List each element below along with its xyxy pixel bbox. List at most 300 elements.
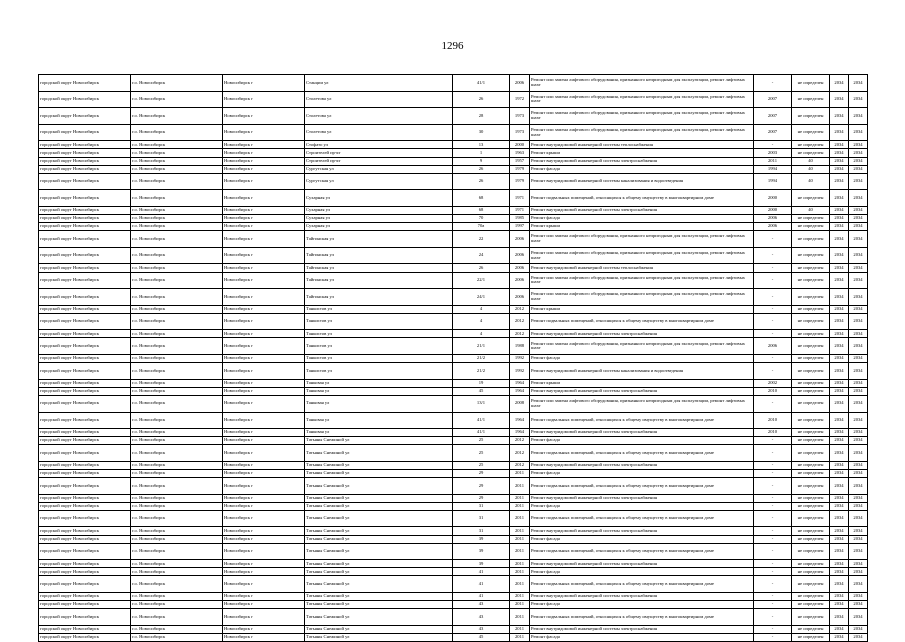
municipality-cell: г.о. Новосибирск <box>131 231 223 248</box>
build-year-cell: 2011 <box>510 494 530 502</box>
municipality-cell: г.о. Новосибирск <box>131 576 223 593</box>
last-repair-year-cell: 2000 <box>754 190 792 207</box>
work-type-cell: Ремонт внутридомовой инженерной системы теплоснабжения <box>530 141 754 149</box>
page-number: 1296 <box>441 40 464 52</box>
end-year-cell: 2034 <box>849 510 868 527</box>
planned-period-cell: 40 <box>792 157 830 165</box>
last-repair-year-cell: 2007 <box>754 124 792 141</box>
municipality-cell: г.о. Новосибирск <box>131 313 223 330</box>
house-number-cell: 41 <box>453 568 510 576</box>
start-year-cell: 2034 <box>830 543 849 560</box>
start-year-cell: 2034 <box>830 206 849 214</box>
settlement-cell: Новосибирск г <box>223 429 305 437</box>
start-year-cell: 2034 <box>830 510 849 527</box>
municipality-cell: г.о. Новосибирск <box>131 305 223 313</box>
planned-period-cell: не определен <box>792 535 830 543</box>
house-number-cell: 26 <box>453 173 510 190</box>
end-year-cell: 2034 <box>849 363 868 380</box>
house-number-cell: 41/1 <box>453 412 510 429</box>
municipal-district-cell: городской округ Новосибирск <box>39 247 131 264</box>
work-type-cell: Ремонт подвальных помещений, относящихся к общему имуществу в многоквартирном доме <box>530 510 754 527</box>
planned-period-cell: не определен <box>792 609 830 626</box>
build-year-cell: 2012 <box>510 461 530 469</box>
settlement-cell: Новосибирск г <box>223 247 305 264</box>
build-year-cell: 2012 <box>510 437 530 445</box>
end-year-cell: 2034 <box>849 149 868 157</box>
end-year-cell: 2034 <box>849 124 868 141</box>
build-year-cell: 1964 <box>510 387 530 395</box>
municipality-cell: г.о. Новосибирск <box>131 124 223 141</box>
end-year-cell: 2034 <box>849 223 868 231</box>
start-year-cell: 2034 <box>830 387 849 395</box>
planned-period-cell: не определен <box>792 461 830 469</box>
end-year-cell: 2034 <box>849 157 868 165</box>
house-number-cell: 68 <box>453 190 510 207</box>
last-repair-year-cell: - <box>754 264 792 272</box>
municipal-district-cell: городской округ Новосибирск <box>39 510 131 527</box>
build-year-cell: 1979 <box>510 173 530 190</box>
build-year-cell: 1972 <box>510 91 530 108</box>
house-number-cell: 39 <box>453 543 510 560</box>
municipal-district-cell: городской округ Новосибирск <box>39 494 131 502</box>
house-number-cell: 45 <box>453 387 510 395</box>
build-year-cell: 2011 <box>510 576 530 593</box>
house-number-cell: 31 <box>453 502 510 510</box>
start-year-cell: 2034 <box>830 272 849 289</box>
planned-period-cell: не определен <box>792 124 830 141</box>
work-type-cell: Ремонт фасада <box>530 215 754 223</box>
planned-period-cell: не определен <box>792 149 830 157</box>
street-cell: Станции ул <box>305 75 453 92</box>
table-row <box>39 363 868 380</box>
settlement-cell: Новосибирск г <box>223 527 305 535</box>
street-cell: Танкистов ул <box>305 313 453 330</box>
house-number-cell: 29 <box>453 478 510 495</box>
planned-period-cell: не определен <box>792 387 830 395</box>
municipal-district-cell: городской округ Новосибирск <box>39 165 131 173</box>
table-row <box>39 173 868 190</box>
settlement-cell: Новосибирск г <box>223 535 305 543</box>
table-row <box>39 108 868 125</box>
build-year-cell: 2006 <box>510 289 530 306</box>
start-year-cell: 2034 <box>830 173 849 190</box>
last-repair-year-cell: - <box>754 576 792 593</box>
street-cell: Танкистов ул <box>305 355 453 363</box>
settlement-cell: Новосибирск г <box>223 215 305 223</box>
house-number-cell: 4 <box>453 330 510 338</box>
house-number-cell: 26 <box>453 264 510 272</box>
house-number-cell: 22 <box>453 231 510 248</box>
municipal-district-cell: городской округ Новосибирск <box>39 461 131 469</box>
municipality-cell: г.о. Новосибирск <box>131 355 223 363</box>
table-row <box>39 437 868 445</box>
start-year-cell: 2034 <box>830 231 849 248</box>
municipality-cell: г.о. Новосибирск <box>131 593 223 601</box>
last-repair-year-cell: - <box>754 355 792 363</box>
end-year-cell: 2034 <box>849 478 868 495</box>
work-type-cell: Ремонт внутридомовой инженерной системы электроснабжения <box>530 593 754 601</box>
street-cell: Татьяны Снежиной ул <box>305 445 453 462</box>
work-type-cell: Ремонт или замена лифтового оборудования, признанного непригодным для эксплуатации, ремонт лифтовых шахт <box>530 395 754 412</box>
start-year-cell: 2034 <box>830 108 849 125</box>
start-year-cell: 2034 <box>830 330 849 338</box>
end-year-cell: 2034 <box>849 461 868 469</box>
municipal-district-cell: городской округ Новосибирск <box>39 543 131 560</box>
end-year-cell: 2034 <box>849 330 868 338</box>
start-year-cell: 2034 <box>830 535 849 543</box>
table-row <box>39 272 868 289</box>
settlement-cell: Новосибирск г <box>223 633 305 641</box>
house-number-cell: 24 <box>453 247 510 264</box>
municipal-district-cell: городской округ Новосибирск <box>39 173 131 190</box>
end-year-cell: 2034 <box>849 601 868 609</box>
planned-period-cell: не определен <box>792 223 830 231</box>
municipal-district-cell: городской округ Новосибирск <box>39 124 131 141</box>
build-year-cell: 2006 <box>510 231 530 248</box>
work-type-cell: Ремонт внутридомовой инженерной системы электроснабжения <box>530 429 754 437</box>
street-cell: Стофато ул <box>305 141 453 149</box>
street-cell: Тайгинская ул <box>305 247 453 264</box>
planned-period-cell: не определен <box>792 313 830 330</box>
last-repair-year-cell: - <box>754 461 792 469</box>
table-row <box>39 206 868 214</box>
table-row <box>39 330 868 338</box>
last-repair-year-cell: - <box>754 75 792 92</box>
municipality-cell: г.о. Новосибирск <box>131 437 223 445</box>
municipal-district-cell: городской округ Новосибирск <box>39 305 131 313</box>
build-year-cell: 1964 <box>510 429 530 437</box>
end-year-cell: 2034 <box>849 75 868 92</box>
start-year-cell: 2034 <box>830 264 849 272</box>
end-year-cell: 2034 <box>849 247 868 264</box>
start-year-cell: 2034 <box>830 633 849 641</box>
street-cell: Сухарная ул <box>305 223 453 231</box>
build-year-cell: 1964 <box>510 412 530 429</box>
end-year-cell: 2034 <box>849 437 868 445</box>
table-row <box>39 157 868 165</box>
last-repair-year-cell: - <box>754 289 792 306</box>
municipality-cell: г.о. Новосибирск <box>131 141 223 149</box>
build-year-cell: 2011 <box>510 527 530 535</box>
municipality-cell: г.о. Новосибирск <box>131 494 223 502</box>
street-cell: Татьяны Снежиной ул <box>305 601 453 609</box>
municipal-district-cell: городской округ Новосибирск <box>39 91 131 108</box>
municipality-cell: г.о. Новосибирск <box>131 633 223 641</box>
last-repair-year-cell: - <box>754 494 792 502</box>
house-number-cell: 30 <box>453 124 510 141</box>
settlement-cell: Новосибирск г <box>223 568 305 576</box>
table-row <box>39 379 868 387</box>
start-year-cell: 2034 <box>830 305 849 313</box>
planned-period-cell: не определен <box>792 568 830 576</box>
work-type-cell: Ремонт внутридомовой инженерной системы электроснабжения <box>530 527 754 535</box>
start-year-cell: 2034 <box>830 527 849 535</box>
municipality-cell: г.о. Новосибирск <box>131 247 223 264</box>
start-year-cell: 2034 <box>830 289 849 306</box>
settlement-cell: Новосибирск г <box>223 173 305 190</box>
build-year-cell: 1985 <box>510 215 530 223</box>
build-year-cell: 1992 <box>510 355 530 363</box>
municipality-cell: г.о. Новосибирск <box>131 157 223 165</box>
municipality-cell: г.о. Новосибирск <box>131 223 223 231</box>
build-year-cell: 2012 <box>510 305 530 313</box>
table-row <box>39 478 868 495</box>
build-year-cell: 2012 <box>510 313 530 330</box>
municipality-cell: г.о. Новосибирск <box>131 75 223 92</box>
settlement-cell: Новосибирск г <box>223 609 305 626</box>
house-number-cell: 1 <box>453 149 510 157</box>
work-type-cell: Ремонт фасада <box>530 633 754 641</box>
settlement-cell: Новосибирск г <box>223 108 305 125</box>
start-year-cell: 2034 <box>830 247 849 264</box>
table-row <box>39 568 868 576</box>
last-repair-year-cell: - <box>754 625 792 633</box>
municipality-cell: г.о. Новосибирск <box>131 272 223 289</box>
work-type-cell: Ремонт подвальных помещений, относящихся к общему имуществу в многоквартирном доме <box>530 543 754 560</box>
street-cell: Татьяны Снежиной ул <box>305 502 453 510</box>
last-repair-year-cell: - <box>754 330 792 338</box>
settlement-cell: Новосибирск г <box>223 601 305 609</box>
start-year-cell: 2034 <box>830 223 849 231</box>
planned-period-cell: не определен <box>792 108 830 125</box>
municipal-district-cell: городской округ Новосибирск <box>39 231 131 248</box>
street-cell: Татьяны Снежиной ул <box>305 633 453 641</box>
build-year-cell: 1997 <box>510 223 530 231</box>
build-year-cell: 1979 <box>510 165 530 173</box>
start-year-cell: 2034 <box>830 461 849 469</box>
last-repair-year-cell: - <box>754 527 792 535</box>
street-cell: Татьяны Снежиной ул <box>305 478 453 495</box>
work-type-cell: Ремонт фасада <box>530 470 754 478</box>
settlement-cell: Новосибирск г <box>223 91 305 108</box>
municipal-district-cell: городской округ Новосибирск <box>39 437 131 445</box>
municipal-district-cell: городской округ Новосибирск <box>39 289 131 306</box>
municipal-district-cell: городской округ Новосибирск <box>39 264 131 272</box>
work-type-cell: Ремонт внутридомовой инженерной системы электроснабжения <box>530 157 754 165</box>
work-type-cell: Ремонт внутридомовой инженерной системы теплоснабжения <box>530 264 754 272</box>
table-row <box>39 395 868 412</box>
settlement-cell: Новосибирск г <box>223 206 305 214</box>
municipality-cell: г.о. Новосибирск <box>131 215 223 223</box>
end-year-cell: 2034 <box>849 576 868 593</box>
municipal-district-cell: городской округ Новосибирск <box>39 470 131 478</box>
municipal-district-cell: городской округ Новосибирск <box>39 593 131 601</box>
house-number-cell: 41/1 <box>453 75 510 92</box>
municipality-cell: г.о. Новосибирск <box>131 568 223 576</box>
settlement-cell: Новосибирск г <box>223 625 305 633</box>
start-year-cell: 2034 <box>830 437 849 445</box>
last-repair-year-cell: - <box>754 601 792 609</box>
municipal-district-cell: городской округ Новосибирск <box>39 576 131 593</box>
start-year-cell: 2034 <box>830 593 849 601</box>
street-cell: Татьяны Снежиной ул <box>305 625 453 633</box>
start-year-cell: 2034 <box>830 609 849 626</box>
street-cell: Танкистов ул <box>305 305 453 313</box>
municipal-district-cell: городской округ Новосибирск <box>39 412 131 429</box>
street-cell: Сургутская ул <box>305 165 453 173</box>
municipality-cell: г.о. Новосибирск <box>131 560 223 568</box>
planned-period-cell: не определен <box>792 412 830 429</box>
work-type-cell: Ремонт фасада <box>530 568 754 576</box>
municipal-district-cell: городской округ Новосибирск <box>39 206 131 214</box>
street-cell: Татьяны Снежиной ул <box>305 535 453 543</box>
settlement-cell: Новосибирск г <box>223 141 305 149</box>
end-year-cell: 2034 <box>849 289 868 306</box>
house-number-cell: 28 <box>453 108 510 125</box>
house-number-cell: 21/1 <box>453 338 510 355</box>
table-row <box>39 289 868 306</box>
work-type-cell: Ремонт или замена лифтового оборудования, признанного непригодным для эксплуатации, ремонт лифтовых шахт <box>530 91 754 108</box>
municipality-cell: г.о. Новосибирск <box>131 165 223 173</box>
settlement-cell: Новосибирск г <box>223 363 305 380</box>
municipal-district-cell: городской округ Новосибирск <box>39 75 131 92</box>
work-type-cell: Ремонт внутридомовой инженерной системы электроснабжения <box>530 330 754 338</box>
settlement-cell: Новосибирск г <box>223 379 305 387</box>
street-cell: Строителей пр-кт <box>305 157 453 165</box>
street-cell: Сургутская ул <box>305 173 453 190</box>
work-type-cell: Ремонт крыши <box>530 223 754 231</box>
planned-period-cell: не определен <box>792 91 830 108</box>
start-year-cell: 2034 <box>830 478 849 495</box>
end-year-cell: 2034 <box>849 625 868 633</box>
settlement-cell: Новосибирск г <box>223 165 305 173</box>
municipal-district-cell: городской округ Новосибирск <box>39 330 131 338</box>
table-row <box>39 510 868 527</box>
last-repair-year-cell: - <box>754 231 792 248</box>
municipal-district-cell: городской округ Новосибирск <box>39 363 131 380</box>
start-year-cell: 2034 <box>830 379 849 387</box>
end-year-cell: 2034 <box>849 338 868 355</box>
last-repair-year-cell: - <box>754 535 792 543</box>
start-year-cell: 2034 <box>830 625 849 633</box>
last-repair-year-cell: 2007 <box>754 91 792 108</box>
municipal-district-cell: городской округ Новосибирск <box>39 395 131 412</box>
house-number-cell: 39 <box>453 535 510 543</box>
build-year-cell: 2011 <box>510 633 530 641</box>
start-year-cell: 2034 <box>830 141 849 149</box>
municipality-cell: г.о. Новосибирск <box>131 289 223 306</box>
municipality-cell: г.о. Новосибирск <box>131 478 223 495</box>
build-year-cell: 1973 <box>510 124 530 141</box>
settlement-cell: Новосибирск г <box>223 445 305 462</box>
end-year-cell: 2034 <box>849 206 868 214</box>
municipal-district-cell: городской округ Новосибирск <box>39 387 131 395</box>
table-row <box>39 593 868 601</box>
end-year-cell: 2034 <box>849 108 868 125</box>
street-cell: Татьяны Снежиной ул <box>305 609 453 626</box>
build-year-cell: 2011 <box>510 560 530 568</box>
street-cell: Столетова ул <box>305 108 453 125</box>
work-type-cell: Ремонт подвальных помещений, относящихся к общему имуществу в многоквартирном доме <box>530 412 754 429</box>
settlement-cell: Новосибирск г <box>223 305 305 313</box>
start-year-cell: 2034 <box>830 568 849 576</box>
work-type-cell: Ремонт внутридомовой инженерной системы электроснабжения <box>530 560 754 568</box>
street-cell: Тайгинская ул <box>305 231 453 248</box>
last-repair-year-cell: - <box>754 560 792 568</box>
last-repair-year-cell: - <box>754 141 792 149</box>
planned-period-cell: не определен <box>792 593 830 601</box>
start-year-cell: 2034 <box>830 429 849 437</box>
build-year-cell: 1971 <box>510 190 530 207</box>
work-type-cell: Ремонт или замена лифтового оборудования, признанного непригодным для эксплуатации, ремонт лифтовых шахт <box>530 108 754 125</box>
table-row <box>39 470 868 478</box>
street-cell: Танковая ул <box>305 429 453 437</box>
work-type-cell: Ремонт или замена лифтового оборудования, признанного непригодным для эксплуатации, ремонт лифтовых шахт <box>530 247 754 264</box>
end-year-cell: 2034 <box>849 379 868 387</box>
street-cell: Татьяны Снежиной ул <box>305 576 453 593</box>
end-year-cell: 2034 <box>849 560 868 568</box>
municipality-cell: г.о. Новосибирск <box>131 429 223 437</box>
municipal-district-cell: городской округ Новосибирск <box>39 223 131 231</box>
settlement-cell: Новосибирск г <box>223 510 305 527</box>
street-cell: Татьяны Снежиной ул <box>305 543 453 560</box>
house-number-cell: 25 <box>453 437 510 445</box>
municipal-district-cell: городской округ Новосибирск <box>39 141 131 149</box>
planned-period-cell: не определен <box>792 395 830 412</box>
work-type-cell: Ремонт внутридомовой инженерной системы канализования и водоотведения <box>530 173 754 190</box>
table-row <box>39 338 868 355</box>
work-type-cell: Ремонт внутридомовой инженерной системы электроснабжения <box>530 206 754 214</box>
settlement-cell: Новосибирск г <box>223 560 305 568</box>
planned-period-cell: не определен <box>792 272 830 289</box>
table-row <box>39 527 868 535</box>
work-type-cell: Ремонт фасада <box>530 601 754 609</box>
work-type-cell: Ремонт или замена лифтового оборудования, признанного непригодным для эксплуатации, ремонт лифтовых шахт <box>530 289 754 306</box>
table-row <box>39 355 868 363</box>
build-year-cell: 1973 <box>510 108 530 125</box>
settlement-cell: Новосибирск г <box>223 124 305 141</box>
municipal-district-cell: городской округ Новосибирск <box>39 633 131 641</box>
table-row <box>39 502 868 510</box>
house-number-cell: 31 <box>453 510 510 527</box>
house-number-cell: 41 <box>453 593 510 601</box>
settlement-cell: Новосибирск г <box>223 593 305 601</box>
build-year-cell: 2011 <box>510 568 530 576</box>
settlement-cell: Новосибирск г <box>223 264 305 272</box>
house-number-cell: 29 <box>453 470 510 478</box>
street-cell: Строителей пр-кт <box>305 149 453 157</box>
table-row <box>39 609 868 626</box>
planned-period-cell: не определен <box>792 527 830 535</box>
settlement-cell: Новосибирск г <box>223 437 305 445</box>
planned-period-cell: не определен <box>792 576 830 593</box>
planned-period-cell: не определен <box>792 338 830 355</box>
start-year-cell: 2034 <box>830 445 849 462</box>
end-year-cell: 2034 <box>849 387 868 395</box>
table-row <box>39 231 868 248</box>
end-year-cell: 2034 <box>849 355 868 363</box>
municipality-cell: г.о. Новосибирск <box>131 527 223 535</box>
municipal-district-cell: городской округ Новосибирск <box>39 313 131 330</box>
settlement-cell: Новосибирск г <box>223 576 305 593</box>
planned-period-cell: не определен <box>792 625 830 633</box>
work-type-cell: Ремонт подвальных помещений, относящихся к общему имуществу в многоквартирном доме <box>530 190 754 207</box>
house-number-cell: 43 <box>453 601 510 609</box>
street-cell: Татьяны Снежиной ул <box>305 560 453 568</box>
house-number-cell: 25 <box>453 461 510 469</box>
build-year-cell: 2011 <box>510 593 530 601</box>
build-year-cell: 2011 <box>510 470 530 478</box>
house-number-cell: 9 <box>453 157 510 165</box>
table-row <box>39 75 868 92</box>
table-row <box>39 305 868 313</box>
municipal-district-cell: городской округ Новосибирск <box>39 149 131 157</box>
planned-period-cell: не определен <box>792 494 830 502</box>
last-repair-year-cell: - <box>754 305 792 313</box>
end-year-cell: 2034 <box>849 568 868 576</box>
municipal-district-cell: городской округ Новосибирск <box>39 108 131 125</box>
last-repair-year-cell: - <box>754 437 792 445</box>
